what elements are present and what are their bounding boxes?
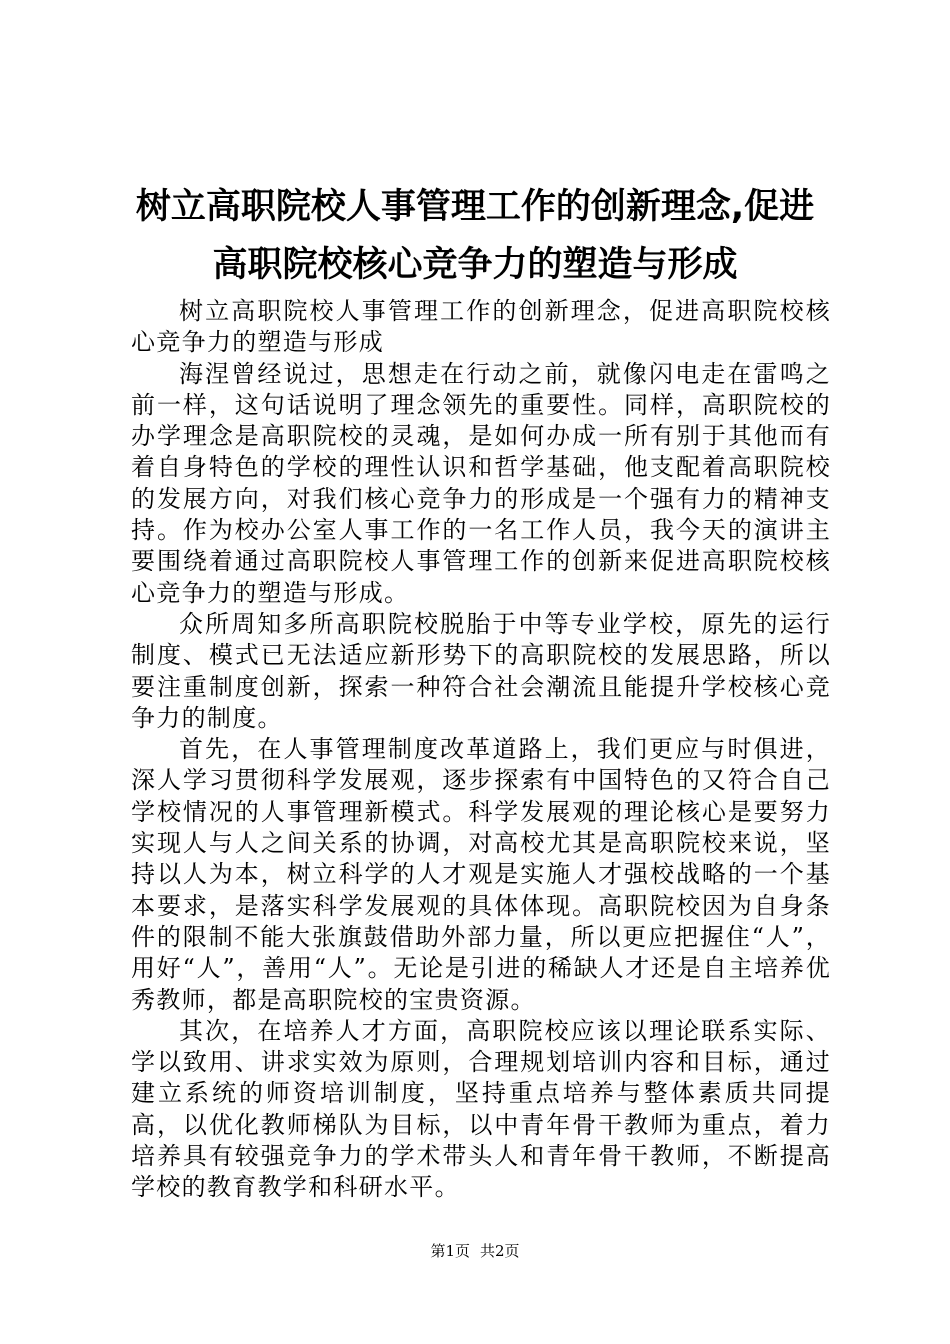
paragraph-system-innovation: 众所周知多所高职院校脱胎于中等专业学校，原先的运行制度、模式已无法适应新形势下的高职院校的发展思路，所以要注重制度创新，探索一种符合社会潮流且能提升学校核心竞争力的制度。 — [131, 609, 831, 732]
paragraph-heine-quote: 海涅曾经说过，思想走在行动之前，就像闪电走在雷鸣之前一样，这句话说明了理念领先的重要性。同样，高职院校的办学理念是高职院校的灵魂，是如何办成一所有别于其他而有着自身特色的学校的理性认识和哲学基础，他支配着高职院校的发展方向，对我们核心竞争力的形成是一个强有力的精神支持。作为校办公室人事工作的一名工作人员，我今天的演讲主要围绕着通过高职院校人事管理工作的创新来促进高职院校核心竞争力的塑造与形成。 — [131, 359, 831, 607]
document-body — [131, 296, 831, 1204]
page-number-total: 共2页 — [480, 1242, 520, 1260]
title-line-1: 树立高职院校人事管理工作的创新理念,促进 — [135, 187, 815, 227]
document-title — [110, 178, 840, 294]
page-number-current: 第1页 — [430, 1242, 470, 1260]
page-footer — [0, 1241, 950, 1261]
title-line-2: 高职院校核心竞争力的塑造与形成 — [212, 245, 738, 285]
paragraph-subtitle: 树立高职院校人事管理工作的创新理念，促进高职院校核心竞争力的塑造与形成 — [131, 297, 831, 357]
paragraph-first: 首先，在人事管理制度改革道路上，我们更应与时俱进，深人学习贯彻科学发展观，逐步探索有中国特色的又符合自己学校情况的人事管理新模式。科学发展观的理论核心是要努力实现人与人之间关系的协调，对高校尤其是高职院校来说，坚持以人为本，树立科学的人才观是实施人才强校战略的一个基本要求，是落实科学发展观的具体体现。高职院校因为自身条件的限制不能大张旗鼓借助外部力量，所以更应把握住“人”，用好“人”，善用“人”。无论是引进的稀缺人才还是自主培养优秀教师，都是高职院校的宝贵资源。 — [131, 735, 831, 1014]
paragraph-second: 其次，在培养人才方面，高职院校应该以理论联系实际、学以致用、讲求实效为原则，合理规划培训内容和目标，通过建立系统的师资培训制度，坚持重点培养与整体素质共同提高，以优化教师梯队为目标，以中青年骨干教师为重点，着力培养具有较强竞争力的学术带头人和青年骨干教师，不断提高学校的教育教学和科研水平。 — [131, 1016, 831, 1202]
